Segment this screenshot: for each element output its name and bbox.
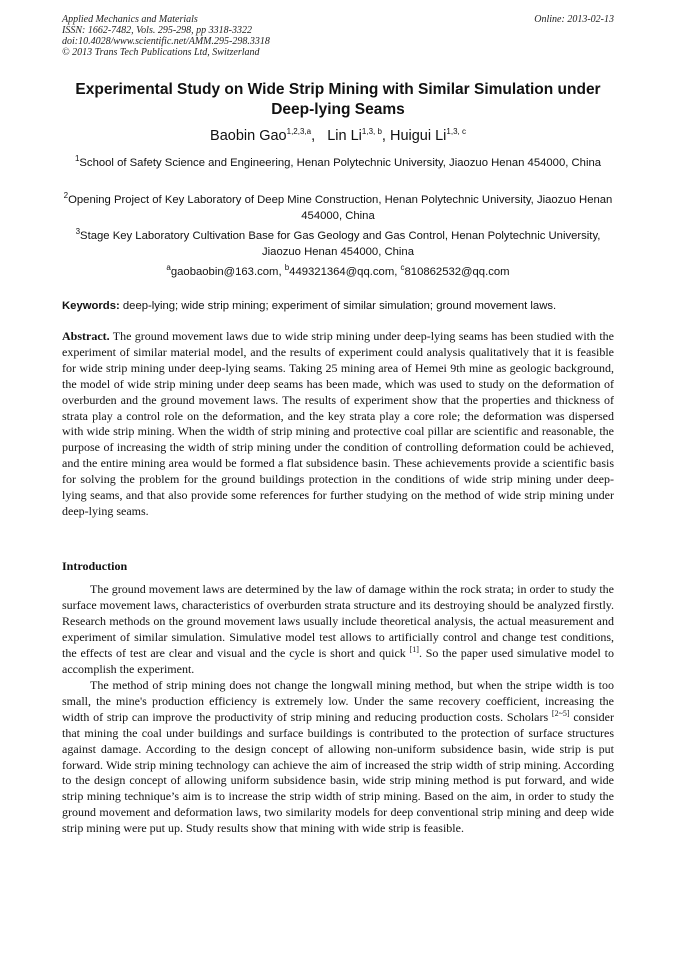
- abstract-text: The ground movement laws due to wide strip mining under deep-lying seams has been studied with the experiment of similar material model, and the results of experiment could analysis qualitatively that it is feasible for wide strip mining under deep-lying seams. Taking 25 mining area of Hemei 9th mine as geologic background, the model of wide strip mining under deep seams has been made, which was used to study on the deformation of overburden and the ground movement laws. The results of experiment show that the properties and thickness of strata play a control role on the deformation, and the key strata play a core role; the deformation was dispersed with wide strip mining. When the width of strip mining and protective coal pillar are scientific and reasonable, the purpose of increasing the width of strip mining under the condition of controlling deformation could be achieved, and the entire mining area would be formed a flat subsidence basin. These achievements provide a scientific basis for solving the problem for the ground buildings protection in the conditions of wide strip mining under deep-lying seams, and that also provide some references for further studying on the method of wide strip mining under deep-lying seams.: [62, 329, 614, 518]
- issn-line: ISSN: 1662-7482, Vols. 295-298, pp 3318-3322: [62, 25, 252, 36]
- author-affil-sup: 1,3, b: [361, 127, 382, 137]
- doi-line: doi:10.4028/www.scientific.net/AMM.295-298.3318: [62, 36, 270, 47]
- online-date: Online: 2013-02-13: [534, 14, 614, 25]
- keywords-label: Keywords:: [62, 300, 120, 312]
- email-c: 810862532@qq.com: [404, 266, 510, 278]
- author-name: Lin Li: [327, 128, 362, 144]
- affiliation-number: 1: [74, 154, 80, 164]
- journal-name: Applied Mechanics and Materials: [62, 14, 198, 25]
- intro-paragraph-1: [62, 582, 614, 677]
- section-heading: Introduction: [62, 559, 128, 573]
- affiliation-text: Opening Project of Key Laboratory of Deep Mine Construction, Henan Polytechnic University, Jiaozuo Henan 454000, China: [68, 194, 613, 222]
- abstract-label: Abstract.: [62, 329, 110, 343]
- keywords-text: deep-lying; wide strip mining; experiment of similar simulation; ground movement laws.: [119, 300, 557, 312]
- author-affil-sup: 1,2,3,a: [286, 127, 312, 137]
- email-sup: b: [284, 263, 290, 273]
- author-separator: ,: [311, 128, 328, 144]
- email-sup: a: [166, 263, 171, 273]
- intro-paragraph-2: [62, 678, 614, 837]
- affiliation-number: 2: [63, 191, 69, 201]
- affiliation-3: [62, 228, 614, 260]
- author-separator: ,: [381, 128, 390, 144]
- email-line: [62, 264, 614, 280]
- email-a: gaobaobin@163.com: [170, 266, 279, 278]
- body-text: consider that mining the coal under buildings and surface buildings is contributed to the protection of surface structures against damage. According to the design concept of allowing non-uniform subsidence basin, wide strip is put forward. Wide strip mining technology can achieve the aim of increased the strip width of strip mining. According to the design concept of allowing uniform subsidence basin, wide strip mining method is put forward, and wide strip mining technique’s aim is to increase the strip width of strip mining. Based on the aim, in order to study the ground movement and deformation laws, two similarity models for deep conventional strip mining and deep wide strip mining were put up. Study results show that mining with wide strip is feasible.: [62, 709, 614, 836]
- affiliation-text: Stage Key Laboratory Cultivation Base for Gas Geology and Gas Control, Henan Polytechnic University, Jiaozuo Henan 454000, China: [80, 230, 601, 258]
- citation: [1]: [409, 644, 419, 654]
- journal-header: [62, 14, 270, 58]
- abstract-paragraph: [62, 329, 614, 520]
- affiliation-number: 3: [75, 227, 81, 237]
- affiliation-2: [62, 192, 614, 224]
- citation: [2~5]: [551, 708, 570, 718]
- author-affil-sup: 1,3, c: [446, 127, 466, 137]
- affiliation-text: School of Safety Science and Engineering, Henan Polytechnic University, Jiaozuo Henan 454000, China: [79, 157, 602, 169]
- keywords-line: [62, 300, 622, 312]
- author-name: Baobin Gao: [210, 128, 287, 144]
- paper-title: Experimental Study on Wide Strip Mining with Similar Simulation under Deep-lying Seams: [75, 81, 601, 118]
- email-b: 449321364@qq.com: [289, 266, 395, 278]
- affiliation-1: [62, 155, 614, 171]
- email-separator: ,: [394, 266, 401, 278]
- body-text: The method of strip mining does not change the longwall mining method, but when the stripe width is too small, the mine's production efficiency is extremely low. Under the same recovery coefficient, increasing the width of strip can improve the productivity of strip mining and reducing production costs. Scholars: [62, 678, 614, 724]
- email-separator: ,: [278, 266, 285, 278]
- author-list: [62, 128, 614, 144]
- body-text: The ground movement laws are determined by the law of damage within the rock strata; in order to study the surface movement laws, characteristics of overburden strata structure and its destroying should be analyzed firstly. Research methods on the ground movement laws usually include theoretical analysis, the actual measurement and experiment of similar simulation. Simulative model test allows to artificially control and change test conditions, the effects of test are clear and visual and the cycle is short and quick: [62, 582, 614, 660]
- body-text: . So the paper used simulative model to accomplish the experiment.: [62, 645, 614, 676]
- author-name: Huigui Li: [389, 128, 447, 144]
- copyright-line: © 2013 Trans Tech Publications Ltd, Switzerland: [62, 47, 260, 58]
- email-sup: c: [400, 263, 405, 273]
